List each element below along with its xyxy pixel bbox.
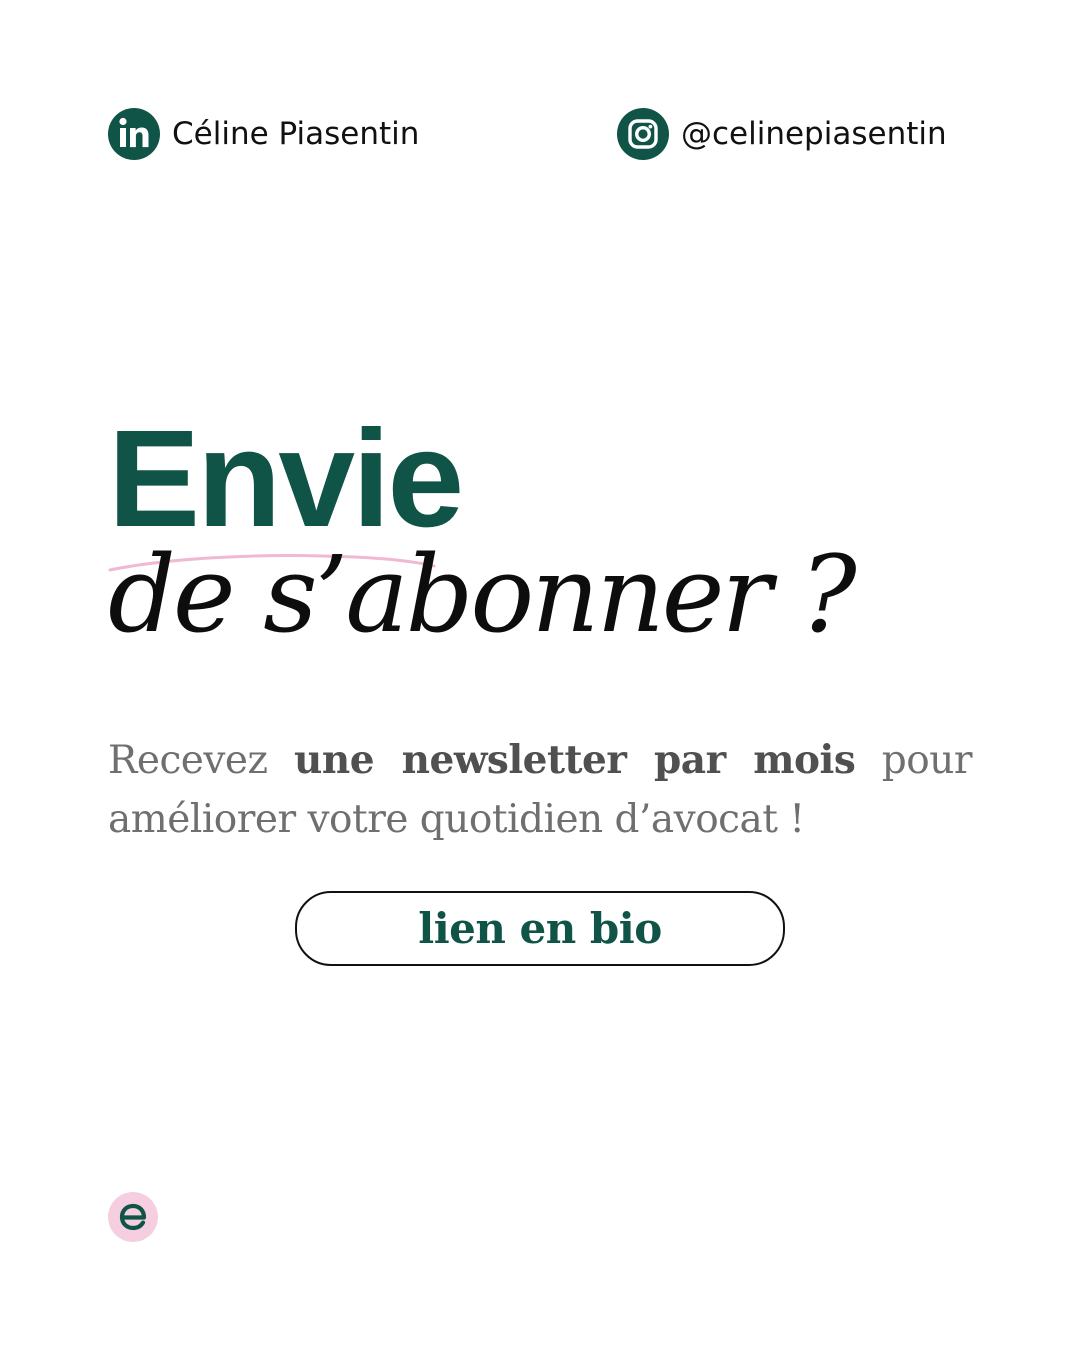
body-text-bold: une newsletter par mois <box>294 737 856 783</box>
headline-main: Envie <box>108 402 462 556</box>
brand-e-logo <box>108 1192 158 1242</box>
body-text-end: pour améliorer votre quotidien d’avocat ! <box>108 738 972 842</box>
body-paragraph <box>108 731 972 849</box>
linkedin-profile-link[interactable] <box>108 108 419 160</box>
link-in-bio-label: lien en bio <box>418 904 662 953</box>
instagram-handle: @celinepiasentin <box>681 116 947 152</box>
headline-sub: de s’abonner ? <box>108 533 854 656</box>
headline <box>108 402 978 656</box>
linkedin-name: Céline Piasentin <box>172 116 420 152</box>
linkedin-icon <box>108 108 160 160</box>
e-logo-icon <box>108 1192 158 1242</box>
link-in-bio-button[interactable] <box>295 891 785 966</box>
instagram-profile-link[interactable] <box>617 108 947 160</box>
instagram-icon <box>617 108 669 160</box>
body-text-start: Recevez <box>108 738 294 783</box>
